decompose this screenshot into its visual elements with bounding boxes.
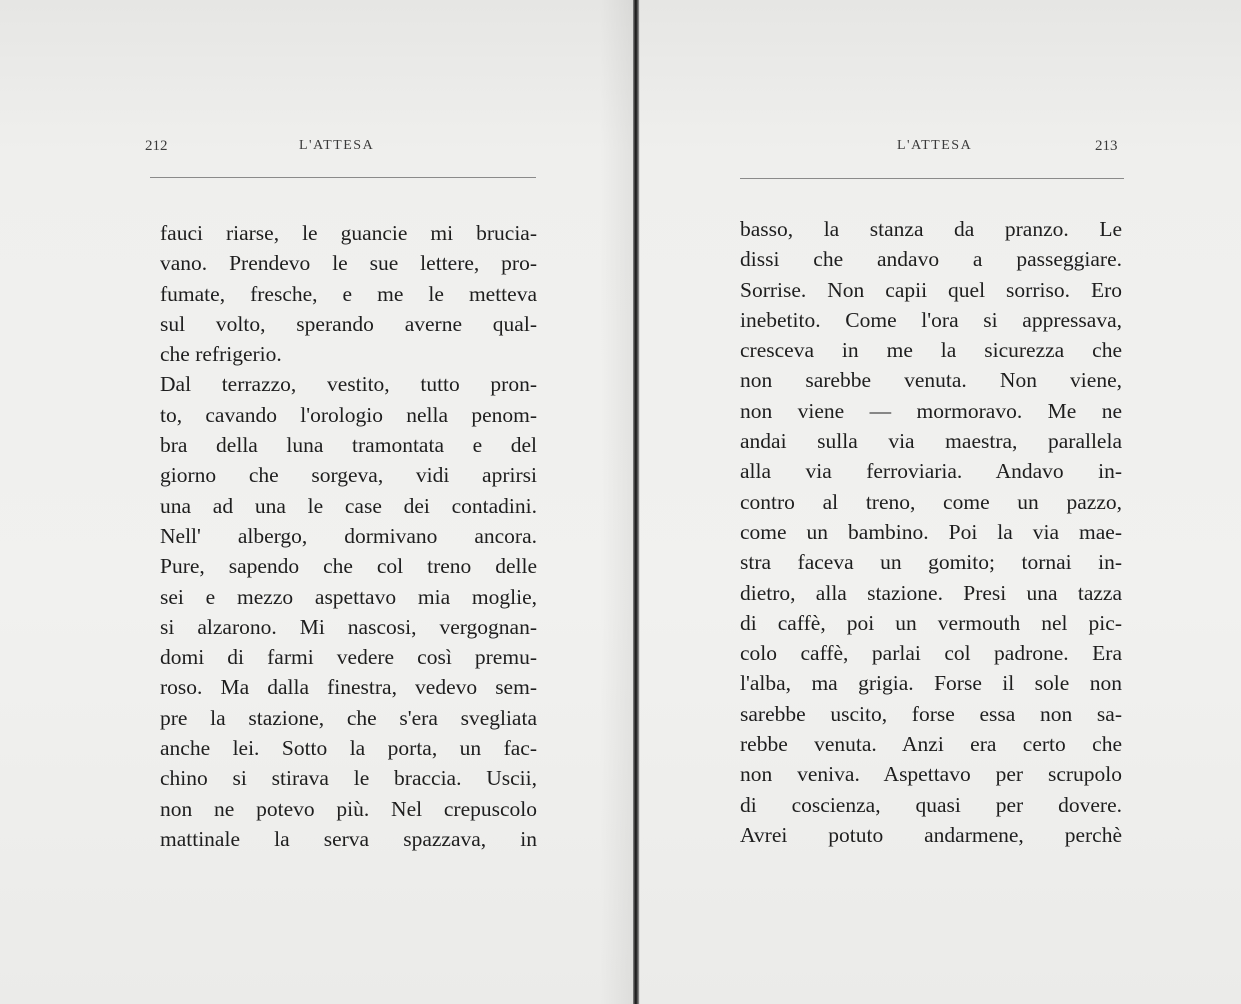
text-line: sul volto, sperando averne qual- [160,311,537,336]
text-line: cresceva in me la sicurezza che [740,338,1122,363]
left-body-text [160,218,537,854]
text-line: non viene — mormoravo. Me ne [740,398,1122,423]
text-line: colo caffè, parlai col padrone. Era [740,641,1122,666]
text-line: to, cavando l'orologio nella penom- [160,402,537,427]
gutter-shadow-left [600,0,633,1004]
text-line: sei e mezzo aspettavo mia moglie, [160,584,537,609]
text-line: dissi che andavo a passeggiare. [740,247,1122,272]
text-line: bra della luna tramontata e del [160,433,537,458]
text-line: l'alba, ma grigia. Forse il sole non [740,671,1122,696]
text-line: contro al treno, come un pazzo, [740,489,1122,514]
text-line: Nell' albergo, dormivano ancora. [160,523,537,548]
text-line: Sorrise. Non capii quel sorriso. Ero [740,277,1122,302]
text-line: chino si stirava le braccia. Uscii, [160,766,537,791]
text-line: di caffè, poi un vermouth nel pic- [740,610,1122,635]
text-line: inebetito. Come l'ora si appressava, [740,307,1122,332]
text-line: dietro, alla stazione. Presi una tazza [740,580,1122,605]
text-line: non veniva. Aspettavo per scrupolo [740,762,1122,787]
text-line: rebbe venuta. Anzi era certo che [740,732,1122,757]
text-line: roso. Ma dalla finestra, vedevo sem- [160,675,537,700]
text-line: si alzarono. Mi nascosi, vergognan- [160,614,537,639]
text-line: domi di farmi vedere così premu- [160,645,537,670]
text-line: Pure, sapendo che col treno delle [160,554,537,579]
text-line: Dal terrazzo, vestito, tutto pron- [160,372,537,397]
text-line: giorno che sorgeva, vidi aprirsi [160,463,537,488]
left-running-title: L'ATTESA [299,138,375,153]
text-line: non sarebbe venuta. Non viene, [740,368,1122,393]
text-line: una ad una le case dei contadini. [160,493,537,518]
text-line: non ne potevo più. Nel crepuscolo [160,796,537,821]
text-line: che refrigerio. [160,342,282,367]
text-line: Avrei potuto andarmene, perchè [740,822,1122,847]
right-page [640,0,1241,1004]
text-line: anche lei. Sotto la porta, un fac- [160,736,537,761]
text-line: stra faceva un gomito; tornai in- [740,550,1122,575]
text-line: sarebbe uscito, forse essa non sa- [740,701,1122,726]
text-line: fauci riarse, le guancie mi brucia- [160,221,537,245]
text-line: mattinale la serva spazzava, in [160,826,537,851]
text-line: alla via ferroviaria. Andavo in- [740,459,1122,484]
right-body-text [740,214,1122,850]
left-page-number: 212 [145,138,168,154]
left-header-rule [150,177,536,178]
text-line: di coscienza, quasi per dovere. [740,792,1122,817]
right-page-number: 213 [1095,138,1118,154]
text-line: fumate, fresche, e me le metteva [160,281,537,306]
text-line: come un bambino. Poi la via mae- [740,519,1122,544]
text-line: pre la stazione, che s'era svegliata [160,705,537,730]
text-line: vano. Prendevo le sue lettere, pro- [160,251,537,276]
text-line: andai sulla via maestra, parallela [740,429,1122,454]
text-line: basso, la stanza da pranzo. Le [740,217,1122,241]
right-running-title: L'ATTESA [897,138,973,153]
right-header-rule [740,178,1124,179]
